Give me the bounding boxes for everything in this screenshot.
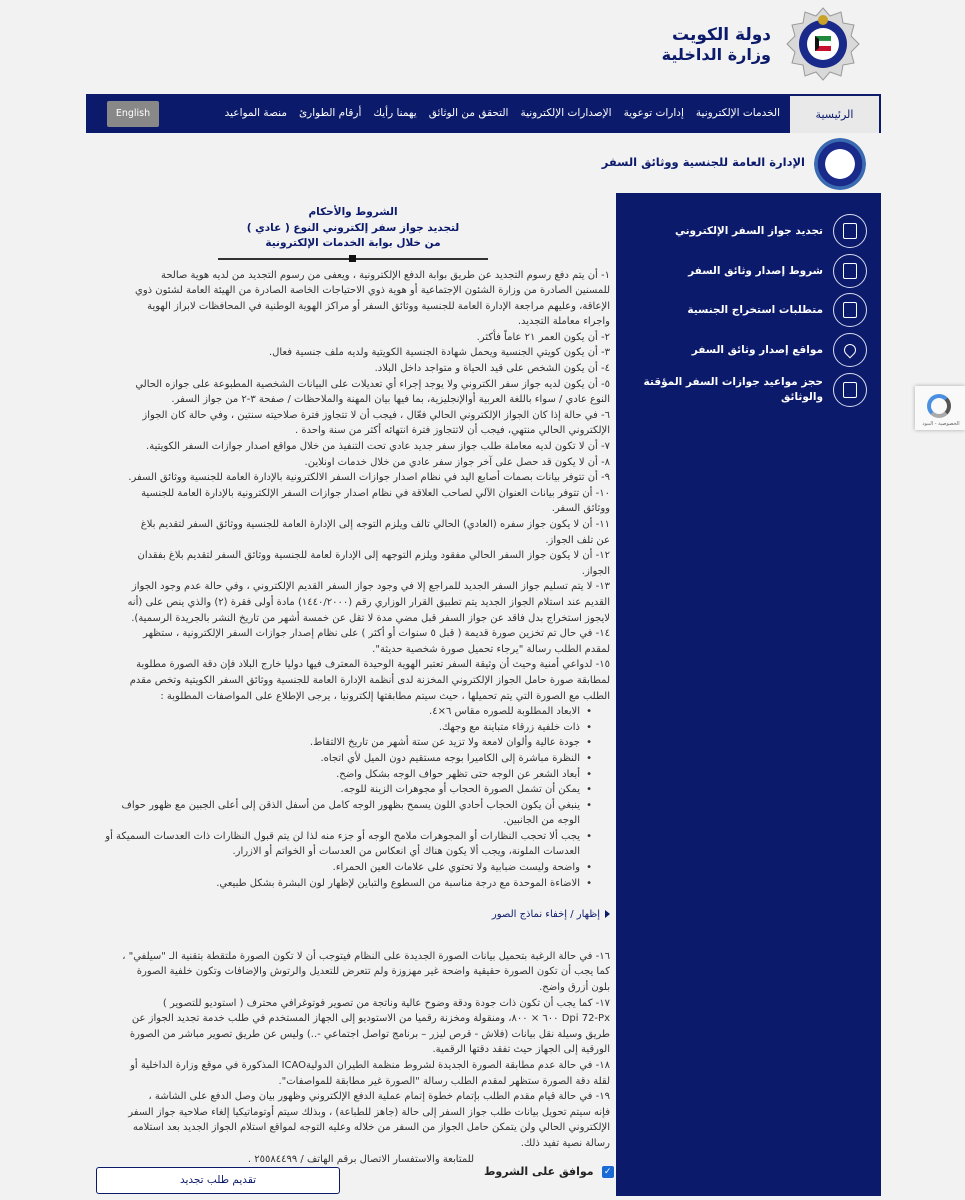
sidebar-item-nationality-requirements[interactable]: [627, 293, 867, 327]
terms-line: Dpi 72-Px ٦٠٠ × ٨٠٠، ومنقولة ومخزنة رقميا من الاستوديو إلى الجهاز المستخدم في طلب خدمة تجديد الجواز عن: [131, 1013, 610, 1025]
photo-specs-list: [96, 704, 592, 891]
terms-line: ١٨- في حالة عدم مطابقة الصورة الجديدة لشروط منظمة الطيران الدوليةICAO المذكورة في موقع وزارة الداخلية أو: [130, 1060, 610, 1071]
sidebar-item-label: متطلبات استخراج الجنسية: [687, 303, 823, 316]
list-item: • يمكن أن تشمل الصورة الحجاب أو مجوهرات الزينة للوجه.: [96, 782, 592, 798]
terms-line: الإعاقة، وعليهم مراجعة الإدارة العامة للجنسية ووثائق السفر أو مراكز الهوية الوطنية في المحافظات لابراز الهوية: [147, 300, 610, 312]
page: [86, 0, 881, 1200]
site-header: [86, 0, 881, 94]
brand-line-1: دولة الكويت: [671, 25, 771, 45]
list-item: • يجب ألا تحجب النظارات أو المجوهرات ملامح الوجه أو جزء منه لذا لن يتم قبول النظارات ذات العدسات السميكة أو العدسات الملونة، ويجب ألا يكون هناك أي انعكاس من العدسات أو الخواتم أو الازرار.: [96, 829, 592, 860]
nav-item-verify-documents[interactable]: التحقق من الوثائق: [428, 107, 509, 119]
terms-line: كما يجب أن تكون الصورة حقيقية واضحة غير مهزوزة ولم تتعرض للتعديل والرتوش والإضافات وتكون خلفية الصورة: [136, 966, 610, 978]
nav-home[interactable]: الرئيسية: [790, 96, 881, 133]
terms-line: ٩- أن تتوفر بيانات بصمات أصابع اليد في نظام اصدار جوازات السفر الالكترونية بالإدارة العامة للجنسية ووثائق السفر.: [128, 472, 610, 484]
terms-line: لقلة دقة الصورة ستظهر لمقدم الطلب رسالة "الصورة غير مطابقة للمواصفات".: [278, 1075, 610, 1087]
nav-item-awareness[interactable]: إدارات توعوية: [623, 107, 684, 119]
terms-line: ٧- أن لا تكون لديه معاملة طلب جواز سفر جديد عادي تحت التنفيذ من خلال مواقع اصدار جوازات السفر الكويتية.: [146, 441, 610, 453]
terms-line: طريق وسيلة نقل بيانات (فلاش - قرص ليزر – برنامج تواصل اجتماعي -..) وليس عن طريق تصوير مباشر من الصورة: [129, 1028, 610, 1040]
terms-line: ١٩- في حالة قيام مقدم الطلب بإتمام خطوة إتمام عملية الدفع الإلكتروني وظهور بيان وصل الدفع على الشاشة ،: [148, 1091, 610, 1103]
contact-line: للمتابعة والاستفسار الاتصال برقم الهاتف / ٢٥٥٨٤٤٩٩ .: [247, 1153, 474, 1165]
terms-line: ١٥- لدواعي أمنية وحيث أن وثيقة السفر تعتبر الهوية الوحيدة المعترف فيها دوليا خارج البلاد فإن دقة الصورة مطلوبة: [136, 659, 610, 671]
terms-line: ٥- أن يكون لديه جواز سفر الكتروني ولا يوجد إجراء أي تعديلات على البيانات الشخصية المطبوعة على جوازه الحالي: [135, 378, 610, 390]
terms-list-2: [96, 949, 610, 1167]
recaptcha-badge[interactable]: [915, 386, 965, 430]
recaptcha-terms[interactable]: الخصوصية - البنود: [922, 421, 960, 427]
brand-text[interactable]: [662, 26, 771, 64]
terms-line: الإلكتروني الحالي منتهي، فيجب أن لاتتجاوز فترة انتهائه أكثر من سنة واحدة .: [295, 425, 610, 437]
terms-line: النوع عادي / سواء باللغة العربية أوالإنجليزية، بما فيها بيان المهنة والملاحظات / صفحة ٣-٢ من جواز السفر.: [171, 394, 610, 406]
terms-line: الورقية إلى الجهاز حيث تفقد دقتها الرقمية.: [432, 1044, 610, 1056]
terms-title-block: [96, 200, 610, 252]
terms-subtitle-2: من خلال بوابة الخدمات الإلكترونية: [265, 237, 441, 249]
nav-item-publications[interactable]: الإصدارات الإلكترونية: [520, 107, 612, 119]
list-item: • أبعاد الشعر عن الوجه حتى تظهر حواف الوجه بشكل واضح.: [96, 767, 592, 783]
terms-line: ١٧- كما يجب أن تكون ذات جودة ودقة وضوح عالية وناتجة من تصوير فوتوغرافي محترف ( استوديو للتصوير ): [162, 997, 610, 1009]
terms-title: الشروط والأحكام: [308, 206, 398, 218]
terms-list: [96, 268, 610, 705]
sidebar-item-label: [644, 375, 823, 405]
caret-right-icon: [605, 910, 610, 918]
terms-line: الإلكتروني الحالي ولن يتمكن حامل الجواز من السفر من خلاله وعليه التوجه لمواقع استلام الجواز الجديد بعد استلامه: [132, 1122, 610, 1134]
sidebar-item-label: شروط إصدار وثائق السفر: [688, 264, 823, 277]
terms-line: بلون أزرق واضح.: [539, 982, 610, 994]
document-check-icon: [833, 254, 867, 288]
list-item: • ينبغي أن يكون الحجاب أحادي اللون يسمح بظهور الوجه كامل من أسفل الذقن إلى أعلى الجبين مع ظهور حواف الوجه من الجانبين.: [96, 798, 592, 829]
location-pin-icon: [833, 333, 867, 367]
terms-line: ١- أن يتم دفع رسوم التجديد عن طريق بوابة الدفع الإلكترونية ، ويعفى من رسوم التجديد من لديه هوية صالحة: [160, 269, 610, 281]
toggle-photo-samples[interactable]: [96, 907, 610, 923]
terms-line: ٦- في حالة إذا كان الجواز الإلكتروني الحالي فعّال ، فيجب أن لا تتجاوز فترة صلاحيته سنتين ، وفي حالة كان الجواز: [142, 409, 610, 421]
terms-line: ٢- أن يكون العمر ٢١ عاماً فأكثر.: [476, 331, 610, 343]
main-nav: [86, 94, 881, 133]
terms-line: لمطابقة صورة حامل الجواز الإلكتروني المخزنة لدى أنظمة الإدارة العامة للجنسية ووثائق السفر الكويتية وتخص مقدم: [129, 674, 610, 686]
terms-line: الجواز.: [581, 565, 610, 577]
list-item: • ذات خلفية زرقاء متباينة مع وجهك.: [96, 720, 592, 736]
sidebar-item-label-line2: والوثائق: [781, 391, 823, 403]
terms-line: للمسنين الصادرة من وزارة الشئون الإجتماعية أو هوية ذوي الاحتياجات الخاصة الصادرة من الهيئة العامة لشئون ذوي: [135, 285, 610, 297]
english-button[interactable]: English: [107, 101, 159, 127]
passport-icon: [833, 214, 867, 248]
submit-renewal-button[interactable]: تقديم طلب تجديد: [96, 1167, 340, 1194]
terms-content: [96, 200, 610, 1167]
list-item: • واضحة وليست ضبابية ولا تحتوي على علامات العين الحمراء.: [96, 860, 592, 876]
title-divider: [218, 258, 488, 260]
terms-line: ١٢- أن لا يكون جواز السفر الحالي مفقود ويلزم التوجهه إلى الإدارة لعامة للجنسية ووثائق السفر لتقديم بلاغ بفقدان: [137, 550, 610, 562]
terms-line: القديم عند استلام الجواز الجديد يتم تطبيق القرار الوزاري رقم (١٤٤٠/٢٠٠٠) مادة أولى فقرة (٢) والذي ينص على (أنه: [127, 596, 610, 608]
checkbox-checked-icon[interactable]: ✓: [602, 1166, 614, 1178]
terms-line: ١١- أن لا يكون جواز سفره (العادي) الحالي تالف ويلزم التوجه إلى الإدارة العامة للجنسية ووثائق السفر لتقديم بلاغ: [140, 519, 610, 530]
terms-line: لايجوز استخراج بدل فاقد عن جواز السفر قبل مضي مدة لا تقل عن خمسة أشهر من تاريخ النشر بالجريدة الرسمية).: [131, 612, 610, 624]
terms-line: واجراء معاملة التجديد.: [517, 316, 610, 328]
calendar-passport-icon: [833, 373, 867, 407]
sidebar-item-label: تجديد جواز السفر الإلكتروني: [674, 224, 823, 237]
list-item: • النظرة مباشرة إلى الكاميرا بوجه مستقيم دون الميل لأي اتجاه.: [96, 751, 592, 767]
spacer: [96, 923, 610, 949]
nav-item-feedback[interactable]: يهمنا رأيك: [373, 107, 417, 119]
sidebar: [616, 193, 881, 1196]
nav-item-emergency[interactable]: أرقام الطوارئ: [298, 107, 362, 119]
department-emblem-icon: [814, 138, 866, 190]
sidebar-item-temporary-appointments[interactable]: [627, 373, 867, 407]
document-edit-icon: [833, 293, 867, 327]
terms-line: عن تلف الجواز.: [545, 534, 610, 546]
sidebar-item-label-line1: حجز مواعيد جوازات السفر المؤقتة: [643, 376, 823, 388]
sidebar-item-travel-docs-conditions[interactable]: [627, 254, 867, 288]
terms-line: رسالة نصية تفيد ذلك.: [520, 1137, 610, 1149]
terms-line: ووثائق السفر.: [551, 503, 610, 515]
terms-line: لمقدم الطلب رسالة "يرجاء تحميل صورة شخصية حديثة".: [372, 643, 610, 655]
agree-terms-label: موافق على الشروط: [484, 1165, 594, 1178]
department-title: الإدارة العامة للجنسية ووثائق السفر: [601, 155, 805, 169]
department-bar: [86, 133, 881, 193]
terms-line: ٨- أن لا يكون قد حصل على آخر جواز سفر عادي من خلال خدمات اونلاين.: [304, 456, 610, 468]
nav-item-eservices[interactable]: الخدمات الإلكترونية: [695, 107, 780, 119]
agree-terms-checkbox[interactable]: [484, 1165, 614, 1178]
list-item: • الابعاد المطلوبة للصوره مقاس ٦×٤.: [96, 704, 592, 720]
nav-items: [219, 94, 786, 133]
terms-line: ١٤- في حال تم تخزين صورة قديمة ( قبل ٥ سنوات أو أكثر ) على نظام إصدار جوازات السفر الإلكترونية ، ستظهر: [143, 628, 610, 640]
sidebar-item-label: مواقع إصدار وثائق السفر: [691, 343, 823, 356]
toggle-photo-samples-label: إظهار / إخفاء نماذج الصور: [491, 909, 600, 921]
sidebar-item-issuing-locations[interactable]: [627, 333, 867, 367]
terms-line: ١٠- أن تتوفر بيانات العنوان الآلي لصاحب العلاقة في نظام اصدار جوازات السفر الإلكترونية بالإدارة العامة للجنسية: [141, 487, 610, 499]
terms-line: ٣- أن يكون كويتي الجنسية ويحمل شهادة الجنسية الكويتية ولديه ملف جنسية فعال.: [268, 347, 610, 359]
nav-item-appointments[interactable]: منصة المواعيد: [224, 107, 287, 119]
terms-line: ٤- أن يكون الشخص على قيد الحياة و متواجد داخل البلاد.: [374, 363, 610, 375]
brand-line-2: وزارة الداخلية: [661, 45, 771, 64]
kuwait-police-emblem-icon[interactable]: [785, 6, 861, 88]
list-item: • الاضاءة الموحدة مع درجة مناسبة من السطوع والتباين لإظهار لون البشرة بشكل طبيعي.: [96, 876, 592, 892]
terms-line: ١٦- في حالة الرغبة بتحميل بيانات الصورة الجديدة على النظام فيتوجب أن لا تكون الصورة ملتقطة بتقنية الـ "سيلفي" ،: [122, 950, 610, 962]
recaptcha-icon: [927, 394, 951, 418]
terms-line: ١٣- لا يتم تسليم جواز السفر الجديد للمراجع إلا في وجود جواز السفر القديم الإلكتروني ، وفي حالة عدم وجود الجواز: [131, 581, 610, 593]
terms-line: الطلب مع الصورة التي يتم تحميلها ، حيث سيتم مطابقتها إلكترونيا ، يرجى الإطلاع على المواصفات المطلوبة :: [160, 690, 610, 702]
list-item: • جودة عالية وألوان لامعة ولا تزيد عن ستة أشهر من تاريخ الالتقاط.: [96, 735, 592, 751]
terms-subtitle: لتجديد جواز سفر إلكتروني النوع ( عادي ): [246, 221, 460, 234]
terms-line: فإنه سيتم تحويل بيانات طلب جواز السفر إلى حالة (جاهز للطباعة) ، وبذلك سيتم أوتوماتيكيا إلغاء صلاحية جواز السفر: [128, 1106, 610, 1118]
sidebar-item-renew-passport[interactable]: [627, 214, 867, 248]
